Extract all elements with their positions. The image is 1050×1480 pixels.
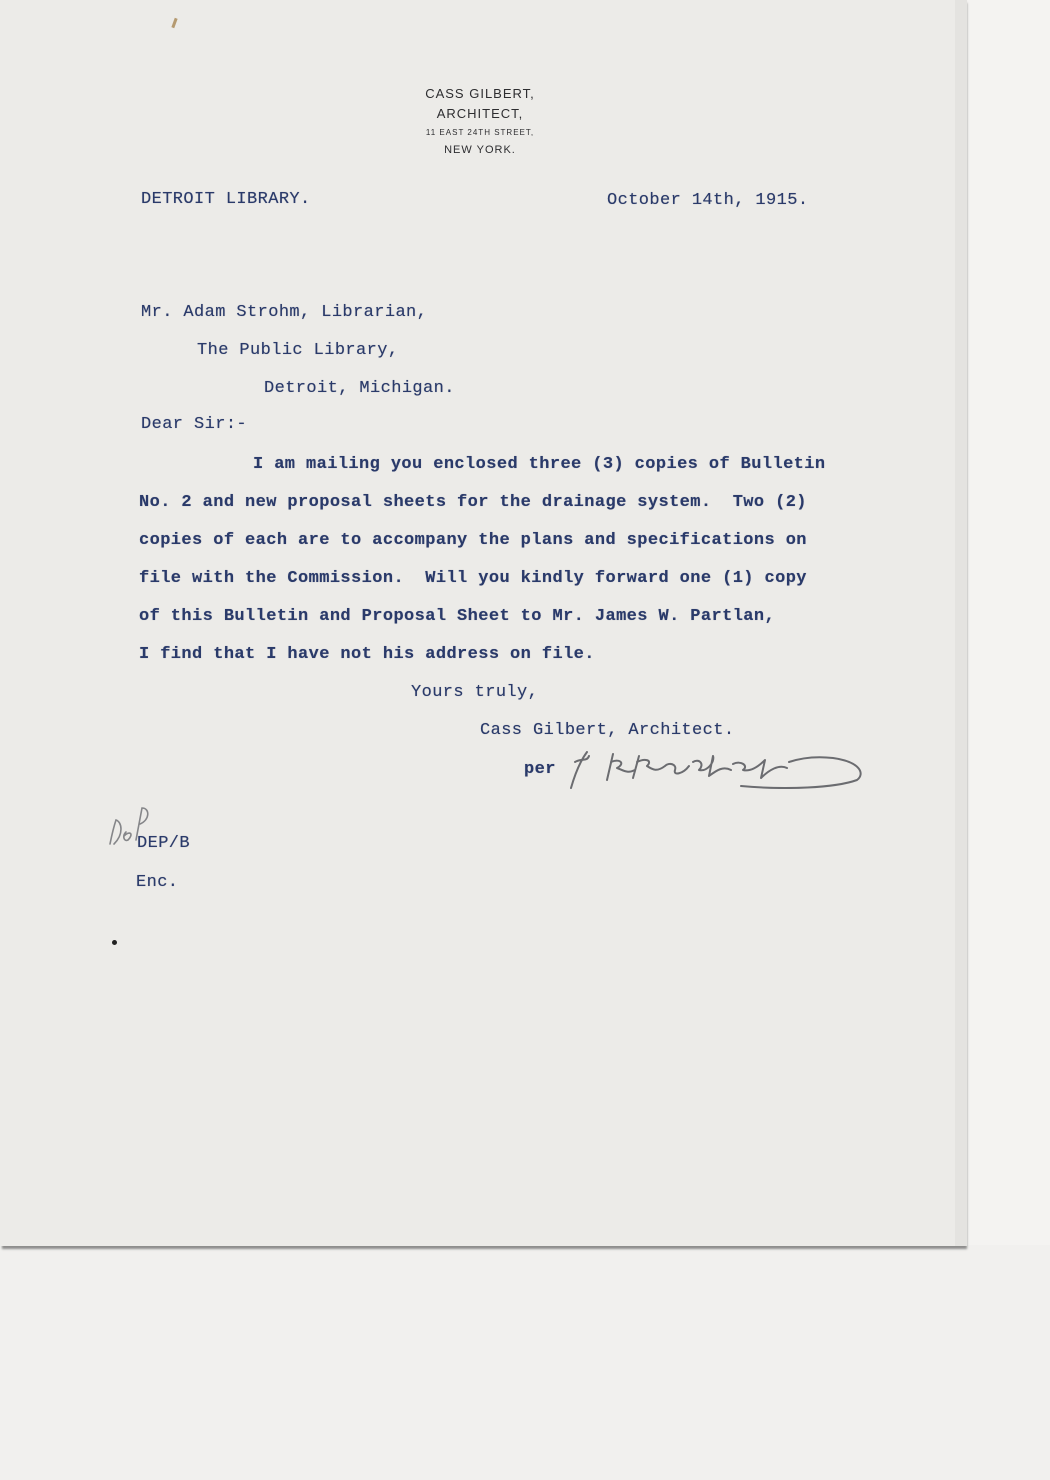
letterhead-city: NEW YORK. [444, 144, 516, 156]
reference-initials: DEP/B [137, 834, 191, 853]
subject-line: DETROIT LIBRARY. [141, 190, 311, 209]
letterhead-title: ARCHITECT, [436, 106, 524, 121]
body-line-4: file with the Commission. Will you kindly forward one (1) copy [139, 569, 807, 588]
letterhead-street: 11 EAST 24TH STREET, [425, 128, 535, 137]
enclosure-note: Enc. [136, 873, 179, 892]
address-line-2: The Public Library, [197, 341, 399, 360]
body-line-1: I am mailing you enclosed three (3) copies of Bulletin [253, 455, 826, 474]
body-line-5: of this Bulletin and Proposal Sheet to Mr. James W. Partlan, [139, 607, 776, 626]
body-line-3: copies of each are to accompany the plans and specifications on [139, 531, 807, 550]
salutation: Dear Sir:- [141, 415, 248, 434]
per-label: per [524, 760, 556, 779]
sheet-edge [955, 0, 967, 1246]
letter-date: October 14th, 1915. [607, 191, 809, 210]
address-line-3: Detroit, Michigan. [264, 379, 455, 398]
handwritten-signature-icon [565, 740, 865, 800]
body-line-2: No. 2 and new proposal sheets for the drainage system. Two (2) [139, 493, 807, 512]
firm-name: Cass Gilbert, Architect. [480, 721, 735, 740]
address-line-1: Mr. Adam Strohm, Librarian, [141, 303, 428, 322]
valediction: Yours truly, [411, 683, 539, 702]
letterhead [380, 84, 580, 158]
letterhead-name: CASS GILBERT, [425, 86, 535, 101]
scanner-background [0, 1245, 1050, 1480]
body-line-6: I find that I have not his address on file. [139, 645, 595, 664]
ink-spot [112, 940, 117, 945]
